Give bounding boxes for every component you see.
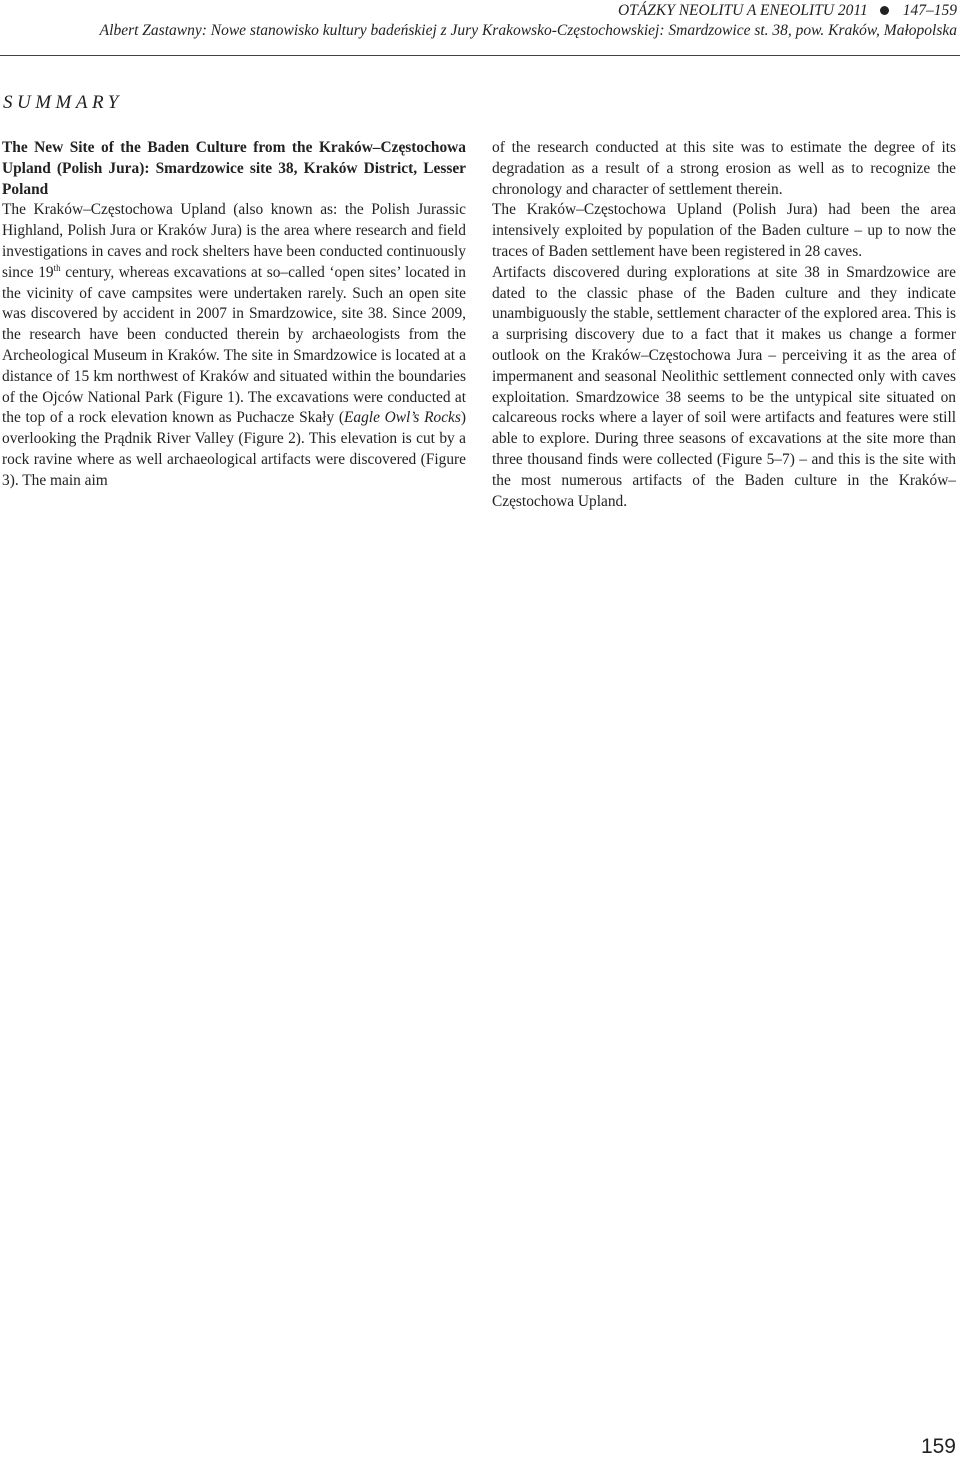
left-column xyxy=(2,138,466,492)
paragraph xyxy=(2,200,466,491)
journal-name: OTÁZKY NEOLITU A ENEOLITU 2011 xyxy=(617,2,868,19)
article-title: The New Site of the Baden Culture from the Kraków–Częstochowa Upland (Polish Jura): Smardzowice site 38, Kraków District, Lesser Poland xyxy=(2,139,466,198)
paragraph-text: The Kraków–Częstochowa Upland (also known as: the Polish Jurassic Highland, Polish Jura or Kraków Jura) is the area where research and field investigations in caves and rock shelters have been conducted continuously since 19 xyxy=(2,201,466,281)
running-head-journal-line xyxy=(7,0,957,21)
bullet-dot-icon xyxy=(880,6,889,15)
header-rule xyxy=(0,55,960,56)
superscript: th xyxy=(53,262,61,273)
page-range: 147–159 xyxy=(902,2,957,19)
paragraph-text: ) overlooking the Prądnik River Valley (Figure 2). This elevation is cut by a rock ravine where as well archaeological artifacts were discovered (Figure 3). The main aim xyxy=(2,409,466,489)
paragraph: Artifacts discovered during explorations at site 38 in Smardzowice are dated to the classic phase of the Baden culture and they indicate unambiguously the stable, settlement character of the explored area. This is a surprising discovery due to a fact that it makes us change a former outlook on the Kraków–Częstochowa Jura – perceiving it as the area of impermanent and seasonal Neolithic settlement connected only with caves exploitation. Smardzowice 38 seems to be the untypical site situated on calcareous rocks where a layer of soil were artifacts and features were still able to explore. During three seasons of excavations at the site more than three thousand finds were collected (Figure 5–7) – and this is the site with the most numerous artifacts of the Baden culture in the Kraków–Częstochowa Upland. xyxy=(492,263,956,510)
italic-term: Eagle Owl’s Rocks xyxy=(344,409,461,427)
paragraph: of the research conducted at this site was to estimate the degree of its degradation as a result of a strong erosion as well as to recognize the chronology and character of settlement therein. xyxy=(492,139,956,198)
section-heading: SUMMARY xyxy=(3,92,123,113)
paragraph: The Kraków–Częstochowa Upland (Polish Jura) had been the area intensively exploited by population of the Baden culture – up to now the traces of Baden settlement have been registered in 28 caves. xyxy=(492,201,956,260)
page-number: 159 xyxy=(920,1435,956,1458)
paragraph-text: century, whereas excavations at so–called ‘open sites’ located in the vicinity of cave campsites were undertaken rarely. Such an open site was discovered by accident in 2007 in Smardzowice, site 38. Since 2009, the research have been conducted therein by archaeologists from the Archeological Museum in Kraków. The site in Smardzowice is located at a distance of 15 km northwest of Kraków and situated within the boundaries of the Ojców National Park (Figure 1). The excavations were conducted at the top of a rock elevation known as Puchacze Skały ( xyxy=(2,263,466,427)
running-head-citation: Albert Zastawny: Nowe stanowisko kultury badeńskiej z Jury Krakowsko-Częstochowskiej: Smardzowice st. 38, pow. Kraków, Małopolska xyxy=(99,22,957,39)
right-column xyxy=(492,138,956,512)
running-head xyxy=(7,0,957,41)
